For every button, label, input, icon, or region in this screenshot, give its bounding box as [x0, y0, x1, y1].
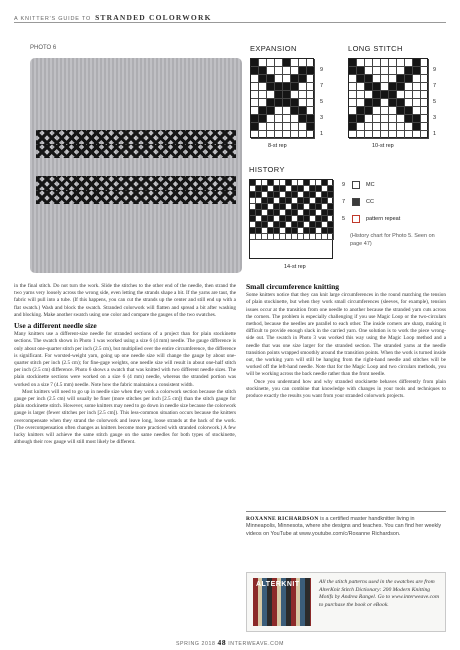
author-bio: [246, 511, 446, 538]
row-number: 5: [433, 99, 437, 105]
page-footer: [0, 638, 460, 647]
chart-cell: [291, 107, 299, 115]
left-paragraph-1: in the final stitch. Do not turn the work. Slide the stitches to the other end of the needle, then strand the two yarns very loosely across the wrong side, even letting the strands shape a bit. If the yarns are taut, the fabric will pull into a tube. (If this happens, you can cut the strands up the center and still end up with a flat swatch.) Wash and block the swatch. Stranded colorwork will flatten and spread a bit after washing and blocking. Make another swatch using one color and compare the gauges of the two swatches.: [14, 283, 236, 318]
legend-row-9: 9: [342, 182, 346, 188]
header-title: STRANDED COLORWORK: [95, 13, 212, 22]
chart-cell: [413, 107, 421, 115]
chart-cell: [275, 91, 283, 99]
chart-cell: [291, 115, 299, 123]
chart-cell: [381, 75, 389, 83]
chart-cell: [283, 107, 291, 115]
right-paragraph-1: Some knitters notice that they can knit large circumferences in the round matching the tension of plain stockinette, but when they work small circumferences (sleeves, for example), tension issues occur at the transition from one needle to another because the stranded yarn cuts across the corners. The problem is especially challenging if you use Magic Loop or the two-circulars method, because the needles are parallel to each other. The inside corners are sharp, making it difficult to provide enough slack in the carried yarn. One solution is to work the piece wrong-side out. The swatch in Photo 3 was worked this way using the Magic Loop method and a needle that was one size larger for the stranded section. The stranded yarns at the needle transition points wrapped smoothly around the transition points. When the work is turned inside out, the working yarn will still be hanging from the right-hand needle and stitches will be worked off the left-hand needle. Note that for the Magic Loop and two circulars methods, you will be working across the back needle rather than the front needle.: [246, 292, 446, 378]
chart-cell: [251, 67, 259, 75]
chart-cell: [381, 99, 389, 107]
knitted-swatch-photo: [30, 58, 242, 273]
colorwork-band: [36, 144, 236, 158]
chart-cell: [307, 91, 315, 99]
chart-cell: [397, 131, 405, 139]
chart-cell: [397, 59, 405, 67]
footer-season: SPRING 2018: [175, 641, 216, 647]
row-number: 9: [433, 67, 437, 73]
expansion-chart-grid: [250, 58, 314, 138]
chart-cell: [421, 123, 429, 131]
chart-cell: [389, 75, 397, 83]
chart-cell: [349, 91, 357, 99]
chart-cell: [349, 131, 357, 139]
chart-cell: [291, 67, 299, 75]
history-repeat-label: 14-st rep: [284, 264, 306, 270]
chart-cell: [275, 67, 283, 75]
chart-cell: [421, 67, 429, 75]
chart-cell: [259, 91, 267, 99]
legend-pattern-repeat: pattern repeat: [366, 216, 401, 222]
chart-cell: [405, 123, 413, 131]
header-series: A KNITTER'S GUIDE TO: [14, 16, 92, 22]
right-text-column: [246, 283, 446, 400]
chart-cell: [349, 59, 357, 67]
chart-cell: [251, 83, 259, 91]
chart-cell: [397, 91, 405, 99]
chart-cell: [413, 91, 421, 99]
chart-cell: [267, 83, 275, 91]
chart-cell: [275, 107, 283, 115]
history-chart-grid: [249, 179, 333, 259]
legend-row-5: 5: [342, 216, 346, 222]
row-number: 9: [320, 67, 324, 73]
row-number: 1: [433, 131, 437, 137]
chart-cell: [357, 115, 365, 123]
chart-cell: [259, 115, 267, 123]
heading-needle-size: Use a different needle size: [14, 321, 97, 331]
chart-cell: [307, 107, 315, 115]
chart-cell: [299, 83, 307, 91]
page-number: 48: [217, 638, 227, 647]
chart-cell: [307, 75, 315, 83]
chart-cell: [389, 59, 397, 67]
chart-cell: [413, 59, 421, 67]
chart-cell: [307, 123, 315, 131]
chart-cell: [275, 83, 283, 91]
chart-cell: [389, 107, 397, 115]
mc-swatch: [352, 181, 360, 189]
chart-cell: [275, 123, 283, 131]
chart-cell: [283, 67, 291, 75]
chart-cell: [373, 83, 381, 91]
chart-cell: [291, 91, 299, 99]
chart-cell: [299, 59, 307, 67]
chart-cell: [251, 59, 259, 67]
chart-cell: [365, 115, 373, 123]
chart-cell: [291, 131, 299, 139]
chart-cell: [291, 59, 299, 67]
chart-cell: [405, 91, 413, 99]
chart-title-expansion: EXPANSION: [250, 44, 297, 53]
chart-cell: [373, 115, 381, 123]
chart-cell: [259, 107, 267, 115]
chart-cell: [291, 99, 299, 107]
pattern-repeat-swatch: [352, 215, 360, 223]
chart-cell: [421, 131, 429, 139]
chart-cell: [389, 91, 397, 99]
legend-cc: CC: [366, 199, 374, 205]
chart-cell: [267, 99, 275, 107]
chart-cell: [381, 115, 389, 123]
chart-cell: [397, 67, 405, 75]
chart-cell: [357, 83, 365, 91]
chart-cell: [328, 234, 334, 240]
photo-label: PHOTO 6: [30, 45, 57, 51]
chart-cell: [307, 67, 315, 75]
chart-cell: [283, 123, 291, 131]
chart-cell: [365, 99, 373, 107]
chart-cell: [389, 131, 397, 139]
chart-cell: [267, 131, 275, 139]
chart-cell: [389, 67, 397, 75]
chart-cell: [251, 123, 259, 131]
chart-cell: [307, 99, 315, 107]
chart-cell: [349, 75, 357, 83]
chart-cell: [413, 83, 421, 91]
chart-cell: [291, 83, 299, 91]
chart-cell: [413, 99, 421, 107]
chart-cell: [405, 99, 413, 107]
chart-cell: [349, 99, 357, 107]
chart-cell: [349, 83, 357, 91]
chart-cell: [405, 131, 413, 139]
long-stitch-chart-grid: [348, 58, 428, 138]
chart-cell: [373, 75, 381, 83]
chart-cell: [259, 67, 267, 75]
chart-cell: [291, 75, 299, 83]
chart-cell: [259, 75, 267, 83]
chart-cell: [381, 83, 389, 91]
chart-cell: [283, 83, 291, 91]
chart-cell: [365, 107, 373, 115]
chart-cell: [413, 123, 421, 131]
chart-cell: [421, 83, 429, 91]
chart-cell: [283, 131, 291, 139]
chart-cell: [259, 83, 267, 91]
chart-cell: [349, 123, 357, 131]
chart-cell: [397, 99, 405, 107]
chart-cell: [299, 99, 307, 107]
chart-cell: [397, 115, 405, 123]
chart-cell: [267, 91, 275, 99]
chart-cell: [275, 131, 283, 139]
chart-cell: [381, 131, 389, 139]
chart-cell: [397, 83, 405, 91]
chart-cell: [389, 123, 397, 131]
author-name: ROXANNE RICHARDSON: [246, 516, 319, 522]
cc-swatch: [352, 198, 360, 206]
heading-small-circumference: Small circumference knitting: [246, 282, 340, 291]
chart-cell: [259, 131, 267, 139]
footer-site: INTERWEAVE.COM: [228, 641, 285, 647]
row-number: 7: [433, 83, 437, 89]
chart-cell: [421, 59, 429, 67]
long-stitch-repeat-label: 10-st rep: [372, 143, 394, 149]
chart-cell: [259, 123, 267, 131]
chart-cell: [299, 67, 307, 75]
chart-cell: [307, 83, 315, 91]
row-number: 3: [320, 115, 324, 121]
chart-cell: [365, 131, 373, 139]
chart-cell: [421, 75, 429, 83]
chart-cell: [413, 115, 421, 123]
chart-cell: [373, 67, 381, 75]
chart-cell: [267, 107, 275, 115]
chart-cell: [357, 123, 365, 131]
left-paragraph-3: Most knitters will need to go up in needle size when they work a colorwork section because the stitch gauge per inch (2.5 cm) will usually be finer (more stitches per inch [2.5 cm]) than the stitch gauge for plain stockinette stitch. However, some knitters may need to go down in needle size because the colorwork gauge is larger (fewer stitches per inch [2.5 cm]). This less-common situation occurs because the knitters overcompensate when they strand the colorwork and leave long, loose strands at the back of the work. (The overcompensation often changes as knitters become more practiced with stranded colorwork.) A few lucky knitters will achieve the same stitch gauge on the same needles for both types of stockinette, although their row gauge will still most likely be different.: [14, 388, 236, 446]
chart-cell: [349, 107, 357, 115]
chart-cell: [267, 115, 275, 123]
chart-cell: [357, 59, 365, 67]
left-text-column: [14, 283, 236, 446]
chart-cell: [389, 83, 397, 91]
legend-mc: MC: [366, 182, 375, 188]
chart-cell: [397, 123, 405, 131]
chart-cell: [259, 59, 267, 67]
chart-cell: [357, 75, 365, 83]
chart-cell: [365, 83, 373, 91]
chart-cell: [349, 115, 357, 123]
chart-cell: [357, 107, 365, 115]
chart-cell: [251, 131, 259, 139]
chart-title-history: HISTORY: [249, 165, 285, 174]
chart-cell: [405, 67, 413, 75]
chart-cell: [365, 91, 373, 99]
chart-cell: [275, 99, 283, 107]
chart-cell: [413, 75, 421, 83]
chart-cell: [251, 75, 259, 83]
chart-cell: [307, 131, 315, 139]
chart-cell: [283, 99, 291, 107]
chart-cell: [283, 91, 291, 99]
chart-cell: [357, 91, 365, 99]
chart-cell: [413, 67, 421, 75]
chart-cell: [397, 107, 405, 115]
colorwork-band: [36, 190, 236, 204]
chart-cell: [251, 91, 259, 99]
chart-cell: [283, 59, 291, 67]
chart-cell: [421, 115, 429, 123]
chart-cell: [405, 59, 413, 67]
book-cover-image: [253, 578, 311, 626]
chart-cell: [251, 107, 259, 115]
chart-cell: [421, 99, 429, 107]
chart-cell: [251, 115, 259, 123]
chart-cell: [357, 67, 365, 75]
chart-cell: [397, 75, 405, 83]
chart-cell: [405, 115, 413, 123]
chart-cell: [405, 107, 413, 115]
author-bio-text: is a certified master handknitter living in Minneapolis, Minnesota, where she designs and teaches. You can find her weekly videos on YouTube at www.youtube.com/c/Roxanne Richardson.: [246, 516, 442, 537]
chart-cell: [365, 75, 373, 83]
colorwork-band: [36, 176, 236, 190]
chart-cell: [373, 99, 381, 107]
row-number: 3: [433, 115, 437, 121]
chart-cell: [275, 59, 283, 67]
book-promo: [246, 572, 446, 632]
chart-cell: [357, 99, 365, 107]
chart-cell: [299, 131, 307, 139]
chart-cell: [421, 107, 429, 115]
chart-cell: [389, 115, 397, 123]
chart-cell: [373, 59, 381, 67]
chart-cell: [307, 59, 315, 67]
chart-cell: [381, 67, 389, 75]
chart-cell: [349, 67, 357, 75]
chart-cell: [299, 115, 307, 123]
chart-cell: [413, 131, 421, 139]
chart-cell: [267, 67, 275, 75]
chart-cell: [381, 59, 389, 67]
legend-row-7: 7: [342, 199, 346, 205]
chart-cell: [267, 75, 275, 83]
chart-cell: [267, 123, 275, 131]
chart-cell: [405, 75, 413, 83]
chart-cell: [251, 99, 259, 107]
chart-cell: [357, 131, 365, 139]
history-chart-note: (History chart for Photo 5. Seen on page 47): [350, 233, 435, 247]
chart-cell: [283, 75, 291, 83]
left-paragraph-2: Many knitters use a different-size needle for stranded sections of a project than for plain stockinette sections. The swatch shown in Photo 1 was worked using a size 6 (4 mm) needle. The gauge difference is only about one-quarter stitch per inch (2.5 cm), but multiplied over the entire circumference, the difference is significant. For worsted-weight yarn, going up one needle size will change the gauge by about one-quarter stitch per inch (2.5 cm); for fine-gage weights, one needle size will result in about one-half stitch per inch (2.5 cm) difference. Photo 6 shows a swatch that was knitted with two different needle sizes. The plain stockinette sections were worked on a size 6 (4 mm) needle, whereas the stranded portion was worked on a size 7 (4.5 mm) needle. Note how the fabric maintains a consistent width.: [14, 331, 237, 388]
expansion-repeat-label: 8-st rep: [268, 143, 287, 149]
chart-cell: [373, 123, 381, 131]
chart-cell: [373, 91, 381, 99]
chart-cell: [291, 123, 299, 131]
chart-cell: [405, 83, 413, 91]
chart-cell: [275, 75, 283, 83]
chart-cell: [307, 115, 315, 123]
book-cover-title: ALTERKNIT: [256, 581, 300, 588]
chart-cell: [299, 91, 307, 99]
chart-cell: [365, 59, 373, 67]
chart-cell: [381, 107, 389, 115]
chart-cell: [299, 107, 307, 115]
chart-cell: [373, 107, 381, 115]
chart-cell: [267, 59, 275, 67]
chart-cell: [421, 91, 429, 99]
chart-title-long-stitch: LONG STITCH: [348, 44, 403, 53]
right-paragraph-2: Once you understand how and why stranded stockinette behaves differently from plain stockinette, you can combine that knowledge with changes in your tools and techniques to produce exactly the results you want from your stranded colorwork projects.: [246, 378, 446, 400]
chart-cell: [365, 67, 373, 75]
row-number: 7: [320, 83, 324, 89]
chart-cell: [389, 99, 397, 107]
chart-cell: [373, 131, 381, 139]
chart-cell: [275, 115, 283, 123]
chart-cell: [299, 123, 307, 131]
chart-cell: [365, 123, 373, 131]
chart-cell: [259, 99, 267, 107]
chart-cell: [381, 91, 389, 99]
row-number: 1: [320, 131, 324, 137]
chart-cell: [381, 123, 389, 131]
row-number: 5: [320, 99, 324, 105]
chart-cell: [283, 115, 291, 123]
book-promo-text: All the stitch patterns used in the swatches are from AlterKnit Stitch Dictionary: 200 Modern Knitting Motifs by Andrea Rangel. Go to www.interweave.com to purchase the book or eBook.: [319, 579, 439, 608]
chart-cell: [299, 75, 307, 83]
colorwork-band: [36, 130, 236, 144]
page-header: [14, 7, 446, 23]
